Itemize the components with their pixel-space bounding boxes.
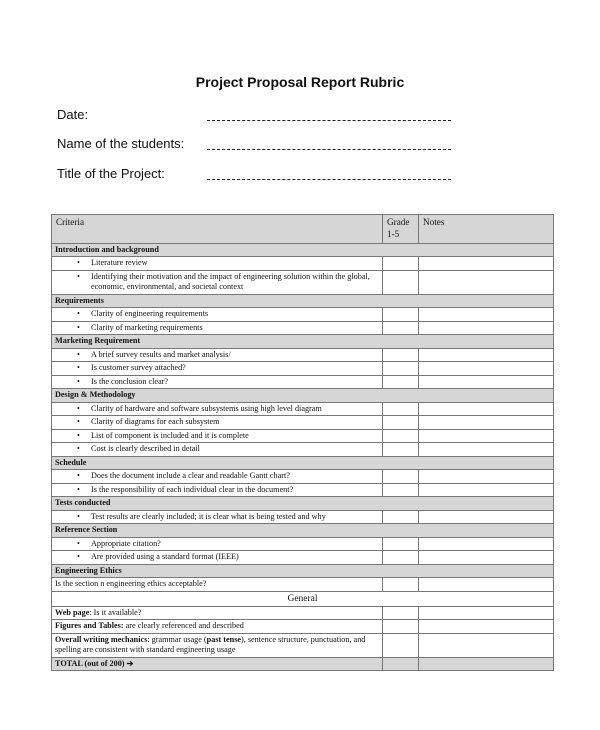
grade-cell[interactable] (383, 321, 419, 335)
table-row (52, 551, 554, 565)
notes-cell[interactable] (419, 362, 554, 376)
criteria-cell (52, 362, 383, 376)
table-row (52, 375, 554, 389)
general-row (52, 591, 554, 606)
criteria-item: • Is customer survey attached? (55, 363, 379, 374)
criteria-cell (52, 510, 383, 524)
rubric-table (51, 214, 554, 671)
total-row (52, 657, 554, 671)
section-title: Design & Methodology (52, 389, 554, 403)
criteria-cell (52, 348, 383, 362)
section-row (52, 524, 554, 538)
criteria-cell (52, 429, 383, 443)
criteria-cell (52, 620, 383, 634)
table-row (52, 416, 554, 430)
writing-mid2: ), sentence structure, punctuation, and spelling are consistent with standard engineering usage (55, 634, 366, 655)
grade-cell[interactable] (383, 270, 419, 294)
notes-cell[interactable] (419, 348, 554, 362)
grade-cell[interactable] (383, 483, 419, 497)
criteria-cell (52, 606, 383, 620)
criteria-item: • Test results are clearly included; it is clear what is being tested and why (55, 512, 379, 523)
header-notes: Notes (419, 215, 554, 244)
notes-cell[interactable] (419, 257, 554, 271)
criteria-cell (52, 270, 383, 294)
table-row (52, 537, 554, 551)
notes-cell[interactable] (419, 633, 554, 657)
criteria-cell (52, 470, 383, 484)
grade-cell[interactable] (383, 551, 419, 565)
criteria-cell (52, 483, 383, 497)
criteria-item: • List of component is included and it is complete (55, 431, 379, 442)
grade-cell[interactable] (383, 348, 419, 362)
notes-cell[interactable] (419, 402, 554, 416)
total-grade-cell[interactable] (383, 657, 419, 671)
total-notes-cell[interactable] (419, 657, 554, 671)
criteria-cell (52, 551, 383, 565)
project-field (57, 166, 457, 181)
notes-cell[interactable] (419, 443, 554, 457)
table-row (52, 483, 554, 497)
notes-cell[interactable] (419, 470, 554, 484)
general-label: General (52, 591, 554, 606)
criteria-cell (52, 633, 383, 657)
table-row (52, 606, 554, 620)
grade-cell[interactable] (383, 402, 419, 416)
section-row (52, 389, 554, 403)
criteria-cell (52, 308, 383, 322)
notes-cell[interactable] (419, 308, 554, 322)
criteria-cell (52, 257, 383, 271)
table-row (52, 402, 554, 416)
table-row (52, 321, 554, 335)
grade-cell[interactable] (383, 308, 419, 322)
criteria-item: • Appropriate citation? (55, 539, 379, 550)
notes-cell[interactable] (419, 551, 554, 565)
notes-cell[interactable] (419, 483, 554, 497)
table-row (52, 633, 554, 657)
criteria-cell (52, 443, 383, 457)
section-title: Engineering Ethics (52, 564, 554, 578)
date-field (57, 107, 457, 122)
project-label: Title of the Project: (57, 166, 165, 181)
grade-cell[interactable] (383, 416, 419, 430)
notes-cell[interactable] (419, 321, 554, 335)
table-header-row (52, 215, 554, 244)
table-row (52, 308, 554, 322)
notes-cell[interactable] (419, 270, 554, 294)
webpage-bold: Web page (55, 607, 90, 617)
webpage-rest: : Is it available? (89, 607, 142, 617)
writing-bold: Overall writing mechanics (55, 634, 148, 644)
criteria-item: • Clarity of marketing requirements (55, 323, 379, 334)
writing-mid1: : grammar usage ( (147, 634, 207, 644)
criteria-cell (52, 375, 383, 389)
table-row (52, 362, 554, 376)
grade-cell[interactable] (383, 443, 419, 457)
table-row (52, 270, 554, 294)
criteria-item: • Is the responsibility of each individual clear in the document? (55, 485, 379, 496)
section-row (52, 456, 554, 470)
page-title: Project Proposal Report Rubric (195, 74, 405, 90)
grade-cell[interactable] (383, 375, 419, 389)
project-line[interactable] (207, 179, 451, 180)
notes-cell[interactable] (419, 578, 554, 592)
notes-cell[interactable] (419, 429, 554, 443)
table-row (52, 470, 554, 484)
grade-cell[interactable] (383, 606, 419, 620)
notes-cell[interactable] (419, 606, 554, 620)
notes-cell[interactable] (419, 416, 554, 430)
notes-cell[interactable] (419, 620, 554, 634)
criteria-item: • Is the conclusion clear? (55, 377, 379, 388)
criteria-item: • A brief survey results and market analysis/ (55, 350, 379, 361)
section-title: Marketing Requirement (52, 335, 554, 349)
grade-cell[interactable] (383, 620, 419, 634)
grade-cell[interactable] (383, 578, 419, 592)
section-row (52, 294, 554, 308)
criteria-item: • Are provided using a standard format (IEEE) (55, 552, 379, 563)
grade-cell[interactable] (383, 633, 419, 657)
criteria-cell (52, 537, 383, 551)
grade-cell[interactable] (383, 257, 419, 271)
section-title: Reference Section (52, 524, 554, 538)
section-title: Requirements (52, 294, 554, 308)
criteria-item: • Literature review (55, 258, 379, 269)
students-label: Name of the students: (57, 136, 185, 151)
table-row (52, 257, 554, 271)
section-title: Introduction and background (52, 243, 554, 257)
criteria-item: • Clarity of engineering requirements (55, 309, 379, 320)
writing-bold2: past tense (206, 634, 242, 644)
criteria-item: • Identifying their motivation and the impact of engineering solution within the global, economic, environmental, and societal context (55, 272, 379, 293)
header-criteria: Criteria (52, 215, 383, 244)
section-row (52, 243, 554, 257)
table-row (52, 429, 554, 443)
students-field (57, 136, 457, 151)
criteria-cell: Is the section n engineering ethics acceptable? (52, 578, 383, 592)
header-grade: Grade 1-5 (383, 215, 419, 244)
criteria-cell (52, 416, 383, 430)
criteria-item: • Clarity of hardware and software subsystems using high level diagram (55, 404, 379, 415)
table-row (52, 443, 554, 457)
table-row (52, 578, 554, 592)
grade-cell[interactable] (383, 470, 419, 484)
section-row-ethics (52, 564, 554, 578)
grade-cell[interactable] (383, 429, 419, 443)
grade-cell[interactable] (383, 537, 419, 551)
criteria-cell (52, 321, 383, 335)
criteria-cell (52, 402, 383, 416)
notes-cell[interactable] (419, 537, 554, 551)
table-row (52, 510, 554, 524)
date-line[interactable] (207, 120, 451, 121)
students-line[interactable] (207, 149, 451, 150)
section-title: Tests conducted (52, 497, 554, 511)
notes-cell[interactable] (419, 510, 554, 524)
figures-rest: are clearly referenced and described (123, 621, 244, 631)
section-title: Schedule (52, 456, 554, 470)
figures-bold: Figures and Tables: (55, 621, 124, 631)
criteria-item: • Does the document include a clear and readable Gantt chart? (55, 471, 379, 482)
section-row (52, 335, 554, 349)
date-label: Date: (57, 107, 89, 122)
grade-cell[interactable] (383, 362, 419, 376)
criteria-item: • Cost is clearly described in detail (55, 444, 379, 455)
total-label: TOTAL (out of 200) ➔ (52, 657, 383, 671)
criteria-item: • Clarity of diagrams for each subsystem (55, 417, 379, 428)
notes-cell[interactable] (419, 375, 554, 389)
section-row (52, 497, 554, 511)
table-row (52, 620, 554, 634)
table-row (52, 348, 554, 362)
grade-cell[interactable] (383, 510, 419, 524)
